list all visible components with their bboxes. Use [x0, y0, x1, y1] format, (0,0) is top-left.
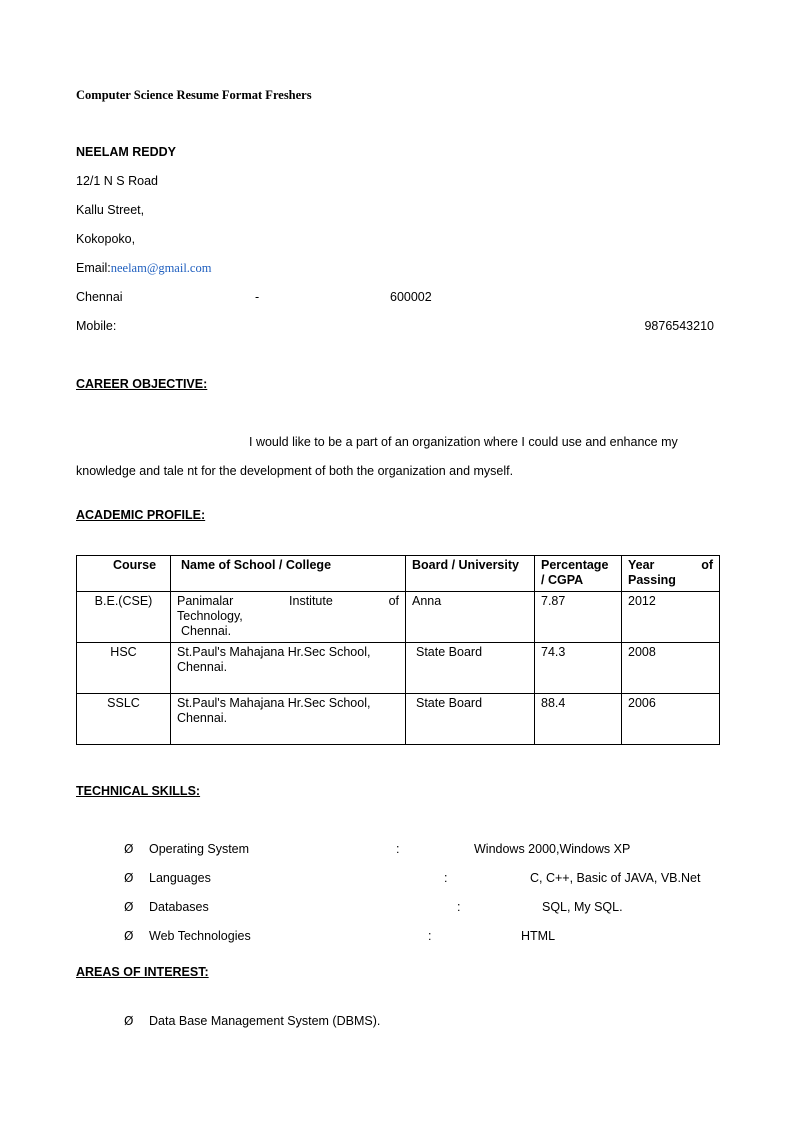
- cell-percentage: 74.3: [535, 643, 622, 694]
- skill-separator: :: [444, 871, 448, 885]
- skill-value: C, C++, Basic of JAVA, VB.Net: [530, 871, 701, 885]
- skill-value: HTML: [521, 929, 556, 943]
- school-word: Panimalar: [177, 594, 234, 608]
- cell-course: SSLC: [77, 694, 171, 745]
- header-course: Course: [77, 556, 171, 592]
- cell-school-line-2: Technology,: [177, 609, 243, 623]
- header-year-b: of: [701, 558, 713, 572]
- academic-table: [76, 555, 720, 745]
- skill-label: Languages: [149, 871, 211, 885]
- table-row: [77, 592, 720, 643]
- header-year-a: Year: [628, 558, 655, 572]
- cell-year: 2008: [622, 643, 720, 694]
- skill-label: Operating System: [149, 842, 250, 856]
- skill-value: Windows 2000,Windows XP: [474, 842, 631, 856]
- cell-course: B.E.(CSE): [77, 592, 171, 643]
- email-link[interactable]: neelam@gmail.com: [110, 261, 212, 275]
- cell-year: 2006: [622, 694, 720, 745]
- skill-label: Web Technologies: [149, 929, 251, 943]
- cell-school-line-2: Chennai.: [177, 711, 228, 725]
- address-line-2: Kallu Street,: [76, 203, 145, 217]
- header-school: Name of School / College: [171, 556, 406, 592]
- city: Chennai: [76, 290, 123, 304]
- interest-item: Data Base Management System (DBMS).: [149, 1014, 381, 1028]
- technical-skills-heading: TECHNICAL SKILLS:: [76, 784, 201, 798]
- table-row: [77, 694, 720, 745]
- career-objective-heading: CAREER OBJECTIVE:: [76, 377, 208, 391]
- cell-board: State Board: [406, 643, 535, 694]
- table-header-row: [77, 556, 720, 592]
- school-word: of: [388, 594, 399, 608]
- bullet-icon: Ø: [124, 871, 134, 885]
- header-percentage-line-1: Percentage: [541, 558, 609, 572]
- header-year-line-2: Passing: [628, 573, 676, 587]
- areas-of-interest-heading: AREAS OF INTEREST:: [76, 965, 209, 979]
- mobile-label: Mobile:: [76, 319, 117, 333]
- cell-school: [171, 592, 406, 643]
- city-separator: -: [255, 290, 260, 304]
- pincode: 600002: [390, 290, 432, 304]
- cell-board: Anna: [406, 592, 535, 643]
- address-line-3: Kokopoko,: [76, 232, 136, 246]
- career-objective-line-1: I would like to be a part of an organization where I could use and enhance my: [249, 435, 678, 449]
- header-year: [622, 556, 720, 592]
- cell-school-line-1: [177, 594, 399, 609]
- skill-label: Databases: [149, 900, 209, 914]
- bullet-icon: Ø: [124, 1014, 134, 1028]
- cell-course: HSC: [77, 643, 171, 694]
- cell-school-line-1: St.Paul's Mahajana Hr.Sec School,: [177, 696, 371, 710]
- cell-school: [171, 694, 406, 745]
- career-objective-line-2: knowledge and tale nt for the development of both the organization and myself.: [76, 464, 514, 478]
- academic-profile-heading: ACADEMIC PROFILE:: [76, 508, 206, 522]
- skill-separator: :: [396, 842, 400, 856]
- school-word: Institute: [289, 594, 333, 608]
- skill-separator: :: [457, 900, 461, 914]
- cell-school-line-3: Chennai.: [181, 624, 232, 638]
- bullet-icon: Ø: [124, 929, 134, 943]
- cell-school-line-1: St.Paul's Mahajana Hr.Sec School,: [177, 645, 371, 659]
- cell-board: State Board: [406, 694, 535, 745]
- cell-school: [171, 643, 406, 694]
- cell-year: 2012: [622, 592, 720, 643]
- header-board: Board / University: [406, 556, 535, 592]
- cell-percentage: 88.4: [535, 694, 622, 745]
- email-label: Email:: [76, 261, 111, 275]
- email-row: [76, 261, 211, 276]
- address-line-1: 12/1 N S Road: [76, 174, 158, 188]
- header-percentage: [535, 556, 622, 592]
- skill-value: SQL, My SQL.: [542, 900, 623, 914]
- header-percentage-line-2: / CGPA: [541, 573, 584, 587]
- candidate-name: NEELAM REDDY: [76, 145, 177, 159]
- mobile-number: 9876543210: [644, 319, 714, 333]
- bullet-icon: Ø: [124, 842, 134, 856]
- bullet-icon: Ø: [124, 900, 134, 914]
- document-title: Computer Science Resume Format Freshers: [76, 88, 312, 102]
- table-row: [77, 643, 720, 694]
- cell-percentage: 7.87: [535, 592, 622, 643]
- skill-separator: :: [428, 929, 432, 943]
- cell-school-line-2: Chennai.: [177, 660, 228, 674]
